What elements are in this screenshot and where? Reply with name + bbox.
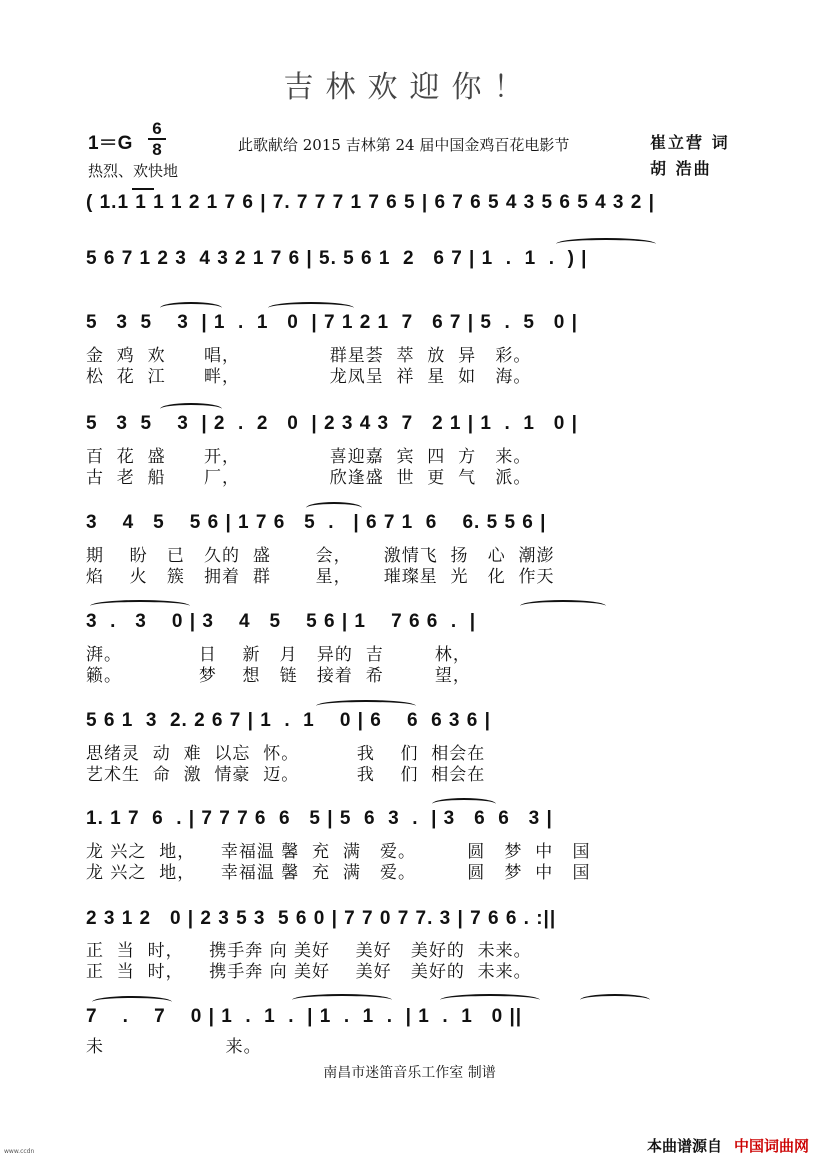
slur-mark [432,798,496,810]
lyrics-verse2-line-9: 正 当 时， 携手奔 向 美好 美好 美好的 未来。 [86,962,532,982]
key-signature: 1＝G [88,133,133,154]
lyricist: 崔立营 词 [650,133,730,152]
slur-mark [556,238,656,250]
time-signature [148,120,166,158]
tiny-watermark: www.ccdn [4,1148,35,1155]
song-title: 吉林欢迎你！ [283,70,536,105]
notation-line-1: ( 1.1 1 1 1 2 1 7 6 | 7. 7 7 7 1 7 6 5 | 6 7 6 5 4 3 5 6 5 4 3 2 | [86,192,655,213]
dedication: 此歌献给 2015 吉林第 24 届中国金鸡百花电影节 [238,136,570,154]
source-label: 本曲谱源自 [646,1137,722,1155]
source-site-link[interactable]: 中国词曲网 [733,1137,809,1155]
accent-mark [132,188,154,190]
lyrics-verse2-line-3: 松 花 江 畔， 龙凤呈 祥 星 如 海。 [86,367,532,387]
notation-line-3: 5 3 5 3 | 1 . 1 0 | 7 1 2 1 7 6 7 | 5 . 5 0 | [86,312,578,333]
lyrics-verse1-line-8: 龙 兴之 地， 幸福温 馨 充 满 爱。 圆 梦 中 国 [86,842,591,862]
lyrics-verse1-line-9: 正 当 时， 携手奔 向 美好 美好 美好的 未来。 [86,941,532,961]
slur-mark [160,302,222,314]
notation-line-7: 5 6 1 3 2. 2 6 7 | 1 . 1 0 | 6 6 6 3 6 | [86,710,491,731]
notation-line-8: 1. 1 7 6 . | 7 7 7 6 6 5 | 5 6 3 . | 3 6 6 3 | [86,808,553,829]
slur-mark [440,994,540,1006]
slur-mark [580,994,650,1006]
lyrics-verse1-line-5: 期 盼 已 久的 盛 会， 激情飞 扬 心 潮澎 [86,546,555,566]
slur-mark [520,600,606,612]
slur-mark [160,403,222,415]
time-signature-bottom: 8 [152,140,162,159]
time-signature-top: 6 [152,119,162,138]
composer: 胡 浩曲 [650,159,712,178]
notation-line-2: 5 6 7 1 2 3 4 3 2 1 7 6 | 5. 5 6 1 2 6 7 | 1 . 1 . ) | [86,248,588,269]
lyrics-verse2-line-6: 籁。 梦 想 链 接着 希 望， [86,666,471,686]
lyrics-verse1-line-7: 思绪灵 动 难 以忘 怀。 我 们 相会在 [86,744,486,764]
slur-mark [316,700,416,712]
lyrics-verse1-line-10: 未 来。 [86,1037,262,1057]
lyrics-verse2-line-4: 古 老 船 厂， 欣逢盛 世 更 气 派。 [86,468,532,488]
arranger-credit: 南昌市迷笛音乐工作室 制谱 [323,1065,496,1081]
slur-mark [90,600,190,612]
notation-line-5: 3 4 5 5 6 | 1 7 6 5 . | 6 7 1 6 6. 5 5 6 | [86,512,547,533]
notation-line-6: 3 . 3 0 | 3 4 5 5 6 | 1 7 6 6 . | [86,611,477,632]
lyrics-verse1-line-3: 金 鸡 欢 唱， 群星荟 萃 放 异 彩。 [86,346,532,366]
notation-line-10: 7 . 7 0 | 1 . 1 . | 1 . 1 . | 1 . 1 0 || [86,1006,523,1027]
lyrics-verse2-line-8: 龙 兴之 地， 幸福温 馨 充 满 爱。 圆 梦 中 国 [86,863,591,883]
lyrics-verse1-line-6: 湃。 日 新 月 异的 吉 林， [86,645,471,665]
slur-mark [292,994,392,1006]
slur-mark [268,302,354,314]
slur-mark [306,502,362,514]
lyrics-verse2-line-5: 焰 火 簇 拥着 群 星， 璀璨星 光 化 作天 [86,567,555,587]
lyrics-verse1-line-4: 百 花 盛 开， 喜迎嘉 宾 四 方 来。 [86,447,532,467]
lyrics-verse2-line-7: 艺术生 命 激 情豪 迈。 我 们 相会在 [86,765,486,785]
notation-line-9: 2 3 1 2 0 | 2 3 5 3 5 6 0 | 7 7 0 7 7. 3 | 7 6 6 . :|| [86,908,557,929]
source-attribution [647,1135,809,1156]
slur-mark [92,996,172,1008]
tempo-marking: 热烈、欢快地 [88,162,179,180]
notation-line-4: 5 3 5 3 | 2 . 2 0 | 2 3 4 3 7 2 1 | 1 . 1 0 | [86,413,578,434]
